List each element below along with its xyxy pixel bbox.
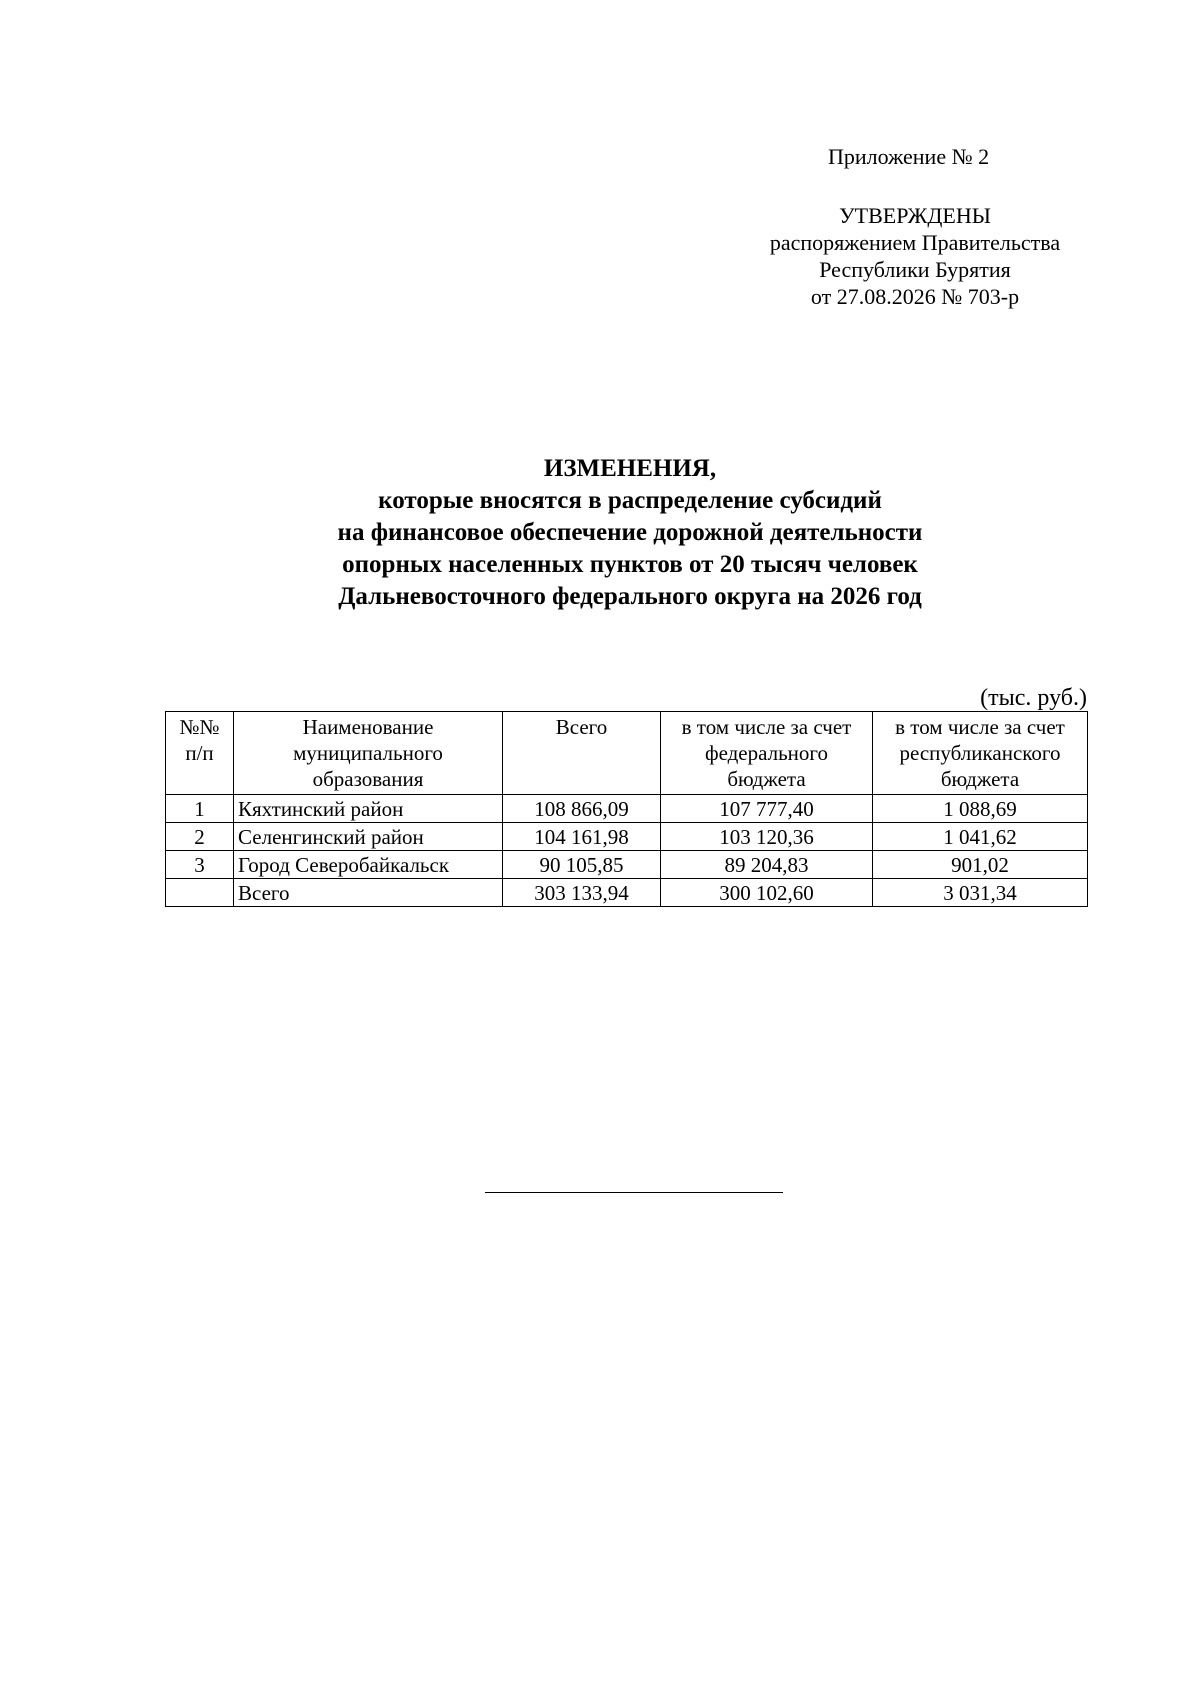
row-republican: 1 041,62	[873, 823, 1088, 851]
row-total: 90 105,85	[503, 851, 661, 879]
header-name: Наименование муниципального образования	[234, 712, 503, 795]
row-num: 3	[166, 851, 234, 879]
header-num: №№ п/п	[166, 712, 234, 795]
header-republican: в том числе за счет республиканского бюджета	[873, 712, 1088, 795]
closing-rule-line	[485, 1192, 783, 1193]
header-total: Всего	[503, 712, 661, 795]
total-num	[166, 879, 234, 907]
row-republican: 901,02	[873, 851, 1088, 879]
header-federal: в том числе за счет федерального бюджета	[661, 712, 873, 795]
total-republican: 3 031,34	[873, 879, 1088, 907]
document-heading	[200, 453, 1060, 613]
distribution-table	[165, 711, 1088, 907]
table-header-row	[166, 712, 1088, 795]
total-federal: 300 102,60	[661, 879, 873, 907]
table-row	[166, 823, 1088, 851]
row-name: Селенгинский район	[234, 823, 503, 851]
appendix-label: Приложение № 2	[828, 144, 990, 169]
table-row	[166, 795, 1088, 823]
row-federal: 103 120,36	[661, 823, 873, 851]
approval-line-approved: УТВЕРЖДЕНЫ	[839, 203, 991, 228]
row-total: 108 866,09	[503, 795, 661, 823]
row-federal: 107 777,40	[661, 795, 873, 823]
total-name: Всего	[234, 879, 503, 907]
row-name: Город Северобайкальск	[234, 851, 503, 879]
unit-label: (тыс. руб.)	[980, 685, 1087, 711]
row-republican: 1 088,69	[873, 795, 1088, 823]
approval-block	[740, 202, 1090, 310]
row-num: 1	[166, 795, 234, 823]
approval-line-order: распоряжением Правительства	[769, 230, 1061, 255]
row-num: 2	[166, 823, 234, 851]
table-total-row	[166, 879, 1088, 907]
heading-line: Дальневосточного федерального округа на 2026 год	[338, 583, 922, 610]
row-name: Кяхтинский район	[234, 795, 503, 823]
heading-line: которые вносятся в распределение субсидий	[378, 487, 882, 514]
heading-title: ИЗМЕНЕНИЯ,	[543, 455, 717, 482]
heading-line: на финансовое обеспечение дорожной деятельности	[337, 519, 923, 546]
approval-line-republic: Республики Бурятия	[819, 257, 1011, 282]
heading-line: опорных населенных пунктов от 20 тысяч человек	[342, 551, 918, 578]
total-total: 303 133,94	[503, 879, 661, 907]
approval-line-date: от 27.08.2026 № 703-р	[810, 284, 1020, 309]
row-total: 104 161,98	[503, 823, 661, 851]
row-federal: 89 204,83	[661, 851, 873, 879]
table-row	[166, 851, 1088, 879]
